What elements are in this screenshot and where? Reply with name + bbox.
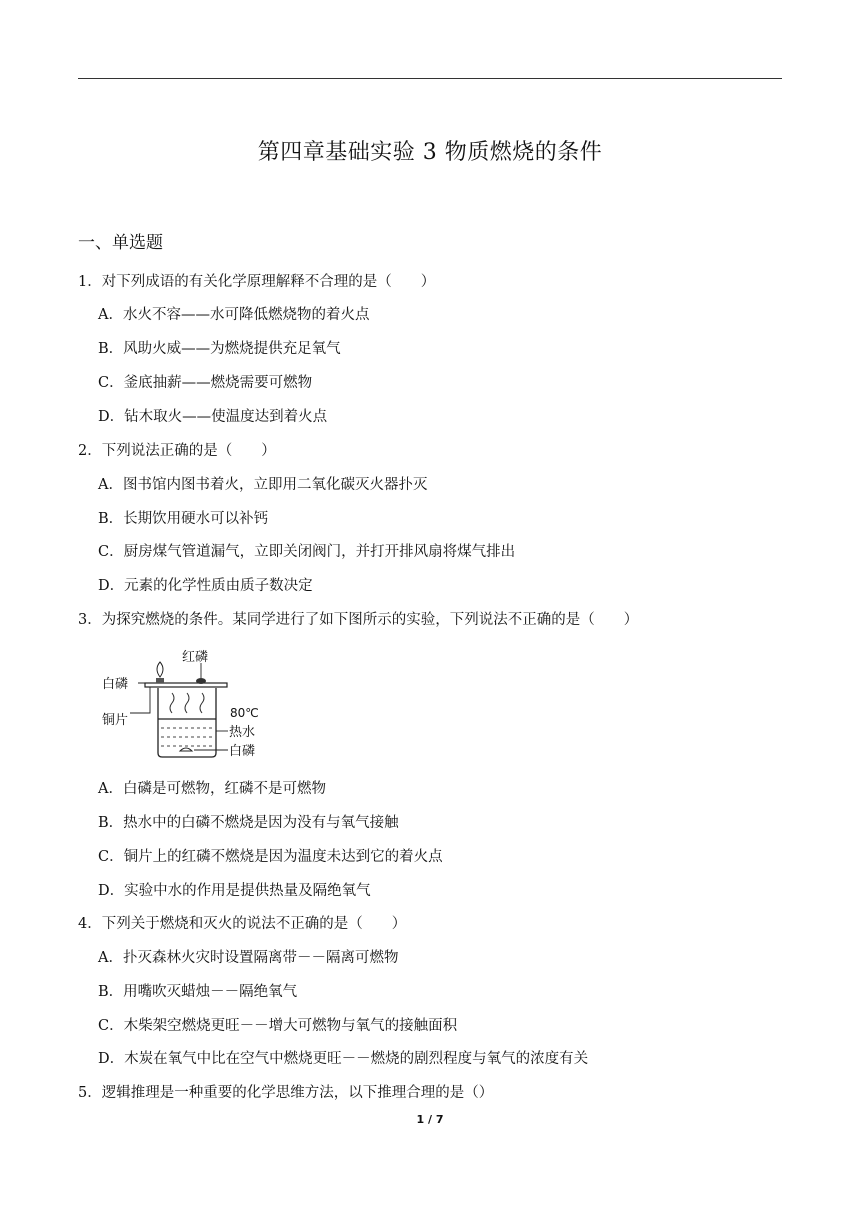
question-5-stem: 5．逻辑推理是一种重要的化学思维方法，以下推理合理的是（） <box>78 1085 494 1101</box>
white-phosphorus-top <box>156 678 164 683</box>
question-4-option-c: C．木柴架空燃烧更旺－－增大可燃物与氧气的接触面积 <box>98 1018 458 1034</box>
label-copper-sheet: 铜片 <box>102 713 129 728</box>
beaker <box>158 688 216 757</box>
label-temperature: 80℃ <box>230 706 259 720</box>
steam-lines <box>170 693 204 713</box>
question-2-option-d: D．元素的化学性质由质子数决定 <box>98 578 313 594</box>
label-white-phosphorus-top: 白磷 <box>102 677 129 692</box>
question-3-stem: 3．为探究燃烧的条件。某同学进行了如下图所示的实验，下列说法不正确的是（ ） <box>78 612 639 628</box>
document-title: 第四章基础实验 3 物质燃烧的条件 <box>257 140 603 165</box>
question-1-option-d: D．钻木取火——使温度达到着火点 <box>98 409 328 425</box>
label-hot-water: 热水 <box>229 725 256 740</box>
question-4-option-a: A．扑灭森林火灾时设置隔离带－－隔离可燃物 <box>98 950 399 966</box>
flame-icon <box>157 662 163 677</box>
question-3-option-a: A．白磷是可燃物，红磷不是可燃物 <box>98 781 326 797</box>
copper-sheet <box>145 683 227 687</box>
red-phosphorus <box>196 678 206 684</box>
white-phosphorus-bottom <box>180 748 192 751</box>
section-heading: 一、单选题 <box>78 233 163 253</box>
question-1-option-c: C．釜底抽薪——燃烧需要可燃物 <box>98 375 313 391</box>
header-rule <box>78 78 782 79</box>
question-4-stem: 4．下列关于燃烧和灭火的说法不正确的是（ ） <box>78 916 407 932</box>
question-4-option-d: D．木炭在氧气中比在空气中燃烧更旺－－燃烧的剧烈程度与氧气的浓度有关 <box>98 1051 589 1067</box>
question-2-option-b: B．长期饮用硬水可以补钙 <box>98 511 269 527</box>
question-2-option-c: C．厨房煤气管道漏气，立即关闭阀门，并打开排风扇将煤气排出 <box>98 544 516 560</box>
question-1-option-b: B．风助火威——为燃烧提供充足氧气 <box>98 341 341 357</box>
question-3-option-b: B．热水中的白磷不燃烧是因为没有与氧气接触 <box>98 815 399 831</box>
experiment-figure <box>100 645 280 763</box>
question-3-option-c: C．铜片上的红磷不燃烧是因为温度未达到它的着火点 <box>98 849 443 865</box>
label-white-phosphorus-bottom: 白磷 <box>229 744 256 759</box>
question-2-option-a: A．图书馆内图书着火，立即用二氧化碳灭火器扑灭 <box>98 477 428 493</box>
question-3-option-d: D．实验中水的作用是提供热量及隔绝氧气 <box>98 883 371 899</box>
page-number: 1 / 7 <box>416 1113 444 1126</box>
question-4-option-b: B．用嘴吹灭蜡烛－－隔绝氧气 <box>98 984 298 1000</box>
question-1-option-a: A．水火不容——水可降低燃烧物的着火点 <box>98 307 370 323</box>
label-red-phosphorus: 红磷 <box>182 650 209 665</box>
question-1-stem: 1．对下列成语的有关化学原理解释不合理的是（ ） <box>78 274 436 290</box>
question-2-stem: 2．下列说法正确的是（ ） <box>78 443 276 459</box>
